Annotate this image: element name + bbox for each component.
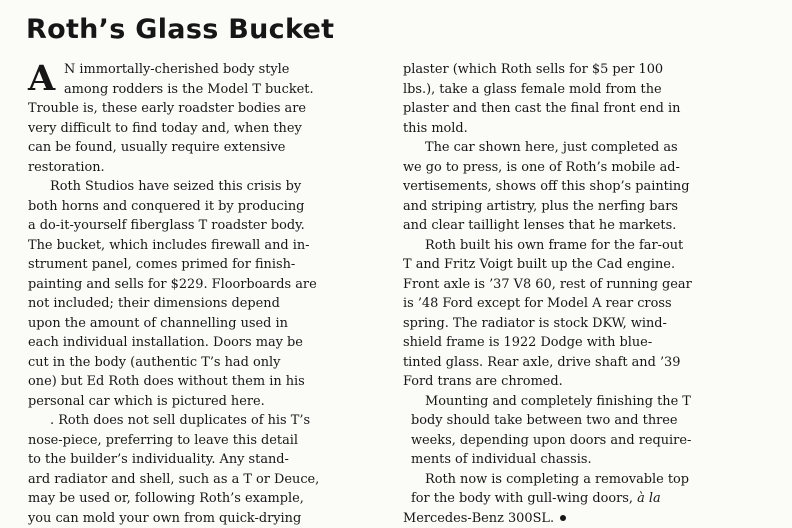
text-line: N immortally-cherished body style	[28, 60, 376, 80]
text-line: we go to press, is one of Roth’s mobile ad-	[403, 158, 775, 178]
text-line: may be used or, following Roth’s example,	[28, 489, 376, 509]
right-column	[403, 60, 775, 528]
text-line: The bucket, which includes firewall and in-	[28, 236, 376, 256]
text-line: ments of individual chassis.	[403, 450, 775, 470]
text-line: body should take between two and three	[403, 411, 775, 431]
text-line: strument panel, comes primed for finish-	[28, 255, 376, 275]
text-line: Roth Studios have seized this crisis by	[28, 177, 376, 197]
text-line: you can mold your own from quick-drying	[28, 509, 376, 528]
article-headline: Roth’s Glass Bucket	[26, 14, 334, 45]
text-line: upon the amount of channelling used in	[28, 314, 376, 334]
text-line: not included; their dimensions depend	[28, 294, 376, 314]
text-line: cut in the body (authentic T’s had only	[28, 353, 376, 373]
text-line: . Roth does not sell duplicates of his T’s	[28, 411, 376, 431]
text-fragment: for the body with gull-wing doors,	[411, 491, 633, 506]
text-line: nose-piece, preferring to leave this detail	[28, 431, 376, 451]
text-line: T and Fritz Voigt built up the Cad engine.	[403, 255, 775, 275]
text-line: restoration.	[28, 158, 376, 178]
text-line: plaster (which Roth sells for $5 per 100	[403, 60, 775, 80]
text-line: Trouble is, these early roadster bodies are	[28, 99, 376, 119]
text-line: ard radiator and shell, such as a T or Deuce,	[28, 470, 376, 490]
text-line: a do-it-yourself fiberglass T roadster body.	[28, 216, 376, 236]
text-line: both horns and conquered it by producing	[28, 197, 376, 217]
text-line: plaster and then cast the final front end in	[403, 99, 775, 119]
text-line: Roth built his own frame for the far-out	[403, 236, 775, 256]
text-line: weeks, depending upon doors and require-	[403, 431, 775, 451]
text-line: lbs.), take a glass female mold from the	[403, 80, 775, 100]
text-line	[403, 489, 775, 509]
text-line: one) but Ed Roth does without them in his	[28, 372, 376, 392]
text-line: Ford trans are chromed.	[403, 372, 775, 392]
text-fragment: Mercedes-Benz 300SL.	[403, 511, 554, 526]
text-line: to the builder’s individuality. Any stand-	[28, 450, 376, 470]
text-line: and clear taillight lenses that he markets.	[403, 216, 775, 236]
text-line: The car shown here, just completed as	[403, 138, 775, 158]
text-line: can be found, usually require extensive	[28, 138, 376, 158]
text-line: tinted glass. Rear axle, drive shaft and ’39	[403, 353, 775, 373]
text-line: this mold.	[403, 119, 775, 139]
text-line: painting and sells for $229. Floorboards are	[28, 275, 376, 295]
text-line: is ’48 Ford except for Model A rear cross	[403, 294, 775, 314]
text-line: Mounting and completely finishing the T	[403, 392, 775, 412]
italic-phrase: à la	[637, 491, 661, 506]
left-column	[28, 60, 376, 528]
text-line: shield frame is 1922 Dodge with blue-	[403, 333, 775, 353]
text-line: and striping artistry, plus the nerfing bars	[403, 197, 775, 217]
text-line: each individual installation. Doors may be	[28, 333, 376, 353]
text-line: vertisements, shows off this shop’s painting	[403, 177, 775, 197]
text-line: Front axle is ’37 V8 60, rest of running gear	[403, 275, 775, 295]
text-line: Roth now is completing a removable top	[403, 470, 775, 490]
text-line: among rodders is the Model T bucket.	[28, 80, 376, 100]
text-line: personal car which is pictured here.	[28, 392, 376, 412]
text-line	[403, 509, 775, 528]
text-line: spring. The radiator is stock DKW, wind-	[403, 314, 775, 334]
text-line: very difficult to find today and, when they	[28, 119, 376, 139]
end-mark-icon	[560, 515, 566, 521]
drop-cap: A	[28, 60, 55, 98]
